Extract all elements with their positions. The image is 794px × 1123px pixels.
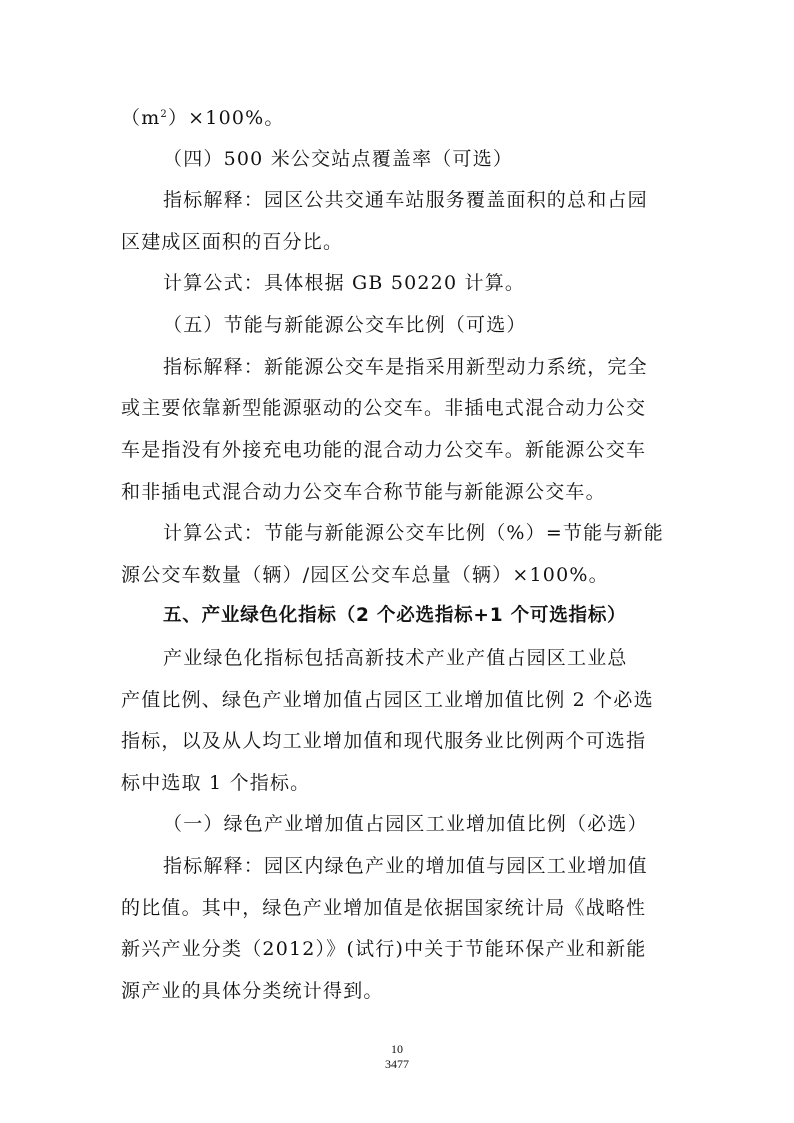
paragraph-line: 区建成区面积的百分比。	[121, 231, 344, 253]
subsection-heading-new-energy-bus: （五）节能与新能源公交车比例（可选）	[163, 314, 527, 336]
formula-unit-text: （m	[121, 107, 161, 129]
formula-continuation-line	[121, 106, 681, 130]
sequence-number: 3477	[385, 1057, 409, 1071]
paragraph-line: 标中选取 1 个指标。	[121, 772, 311, 794]
paragraph-line: 车是指没有外接充电功能的混合动力公交车。新能源公交车	[121, 439, 647, 461]
paragraph-line: 的比值。其中，绿色产业增加值是依据国家统计局《战略性	[121, 897, 647, 919]
subsection-heading-bus-stop-coverage: （四）500 米公交站点覆盖率（可选）	[163, 148, 514, 170]
paragraph-line: 或主要依靠新型能源驱动的公交车。非插电式混合动力公交	[121, 397, 647, 419]
paragraph-line: 计算公式：节能与新能源公交车比例（%）=节能与新能	[163, 522, 664, 544]
paragraph-line: 产业绿色化指标包括高新技术产业产值占园区工业总	[163, 647, 628, 669]
page-number: 10	[391, 1042, 403, 1056]
paragraph-line: 指标解释：新能源公交车是指采用新型动力系统，完全	[163, 356, 648, 378]
paragraph-line: 产值比例、绿色产业增加值占园区工业增加值比例 2 个必选	[121, 689, 654, 711]
paragraph-line: 指标解释：园区内绿色产业的增加值与园区工业增加值	[163, 855, 648, 877]
subsection-heading-green-industry-ratio: （一）绿色产业增加值占园区工业增加值比例（必选）	[163, 813, 648, 835]
paragraph-line: 计算公式：具体根据 GB 50220 计算。	[163, 272, 526, 294]
formula-percent-text: ）×100%。	[167, 107, 285, 129]
formula-superscript: 2	[160, 109, 168, 120]
section-heading-industry-greening: 五、产业绿色化指标（2 个必选指标+1 个可选指标）	[163, 605, 627, 626]
paragraph-line: 新兴产业分类（2012）》(试行)中关于节能环保产业和新能	[121, 938, 647, 960]
paragraph-line: 源公交车数量（辆）/园区公交车总量（辆）×100%。	[121, 564, 609, 586]
paragraph-line: 和非插电式混合动力公交车合称节能与新能源公交车。	[121, 481, 606, 503]
paragraph-line: 指标解释：园区公共交通车站服务覆盖面积的总和占园	[163, 189, 648, 211]
paragraph-line: 源产业的具体分类统计得到。	[121, 980, 384, 1002]
paragraph-line: 指标，以及从人均工业增加值和现代服务业比例两个可选指	[121, 730, 647, 752]
